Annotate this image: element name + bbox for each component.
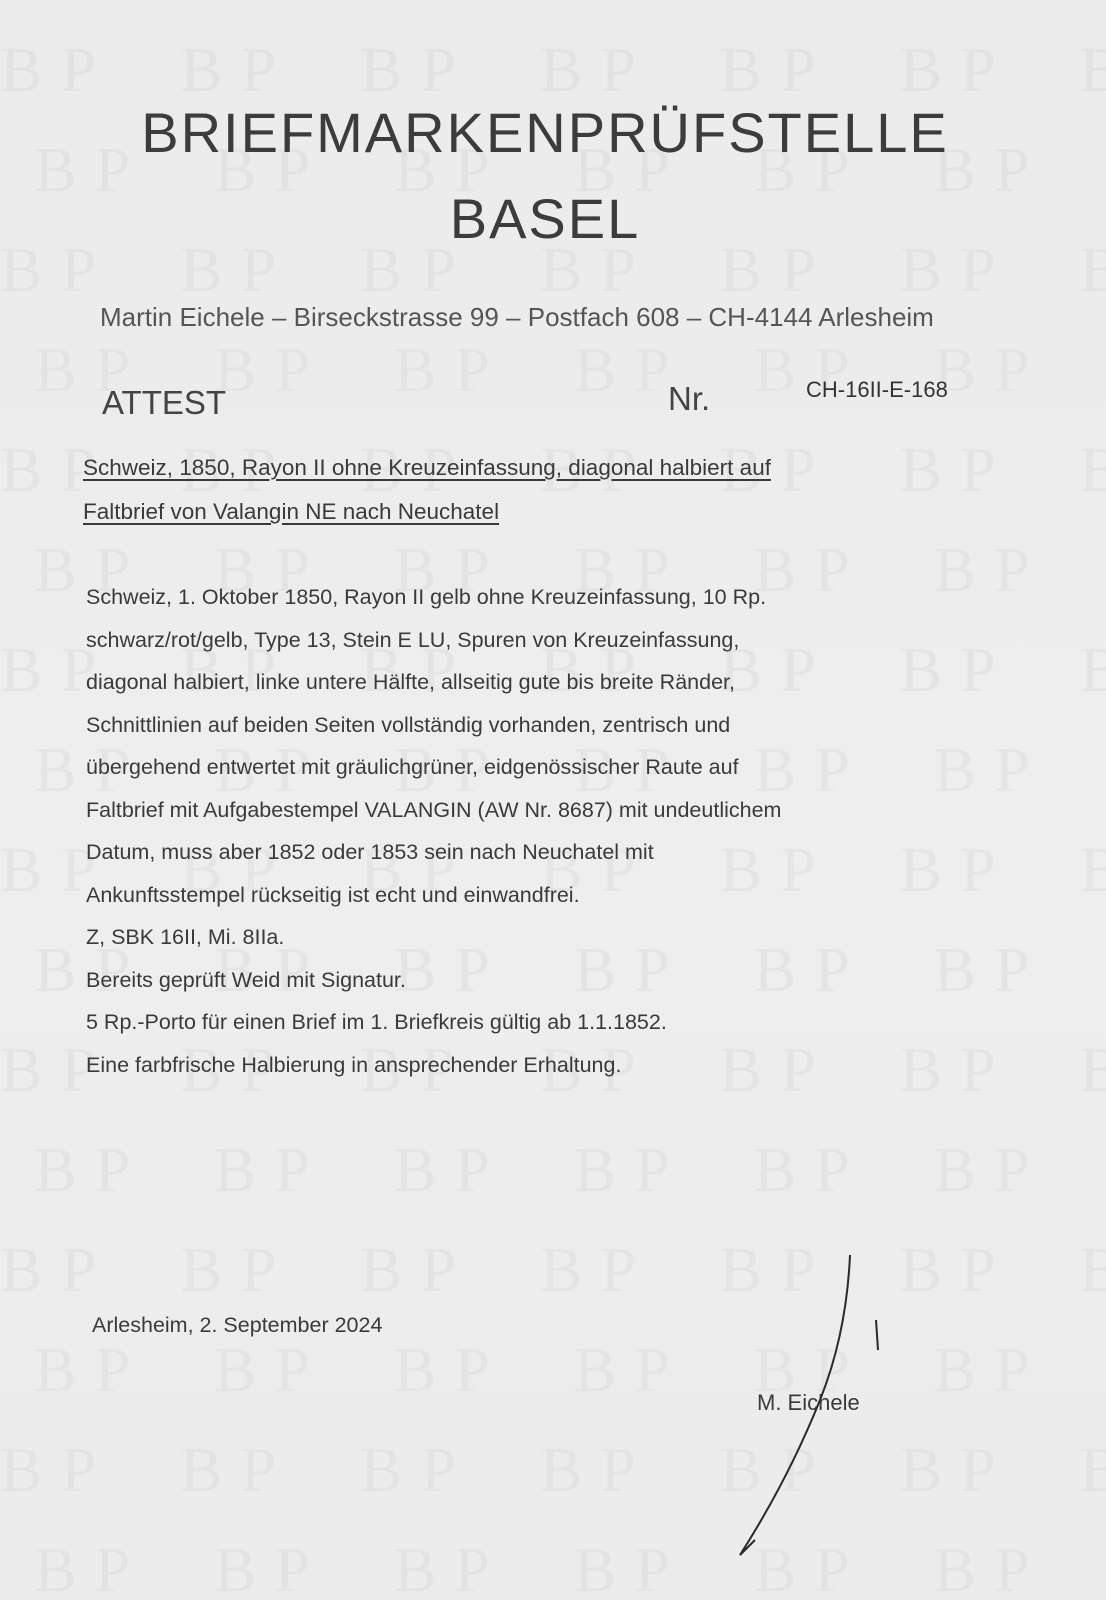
body-line: übergehend entwertet mit gräulichgrüner, eidgenössischer Raute auf: [86, 755, 739, 779]
body-line: Datum, muss aber 1852 oder 1853 sein nach Neuchatel mit: [86, 840, 654, 864]
signatory-name: M. Eichele: [757, 1390, 860, 1415]
body-line: Z, SBK 16II, Mi. 8IIa.: [86, 925, 285, 949]
body-line: 5 Rp.-Porto für einen Brief im 1. Briefkreis gültig ab 1.1.1852.: [86, 1010, 667, 1034]
place-and-date: Arlesheim, 2. September 2024: [92, 1313, 383, 1337]
handwritten-signature: [700, 1240, 900, 1570]
body-line: schwarz/rot/gelb, Type 13, Stein E LU, Spuren von Kreuzeinfassung,: [86, 627, 740, 652]
certificate-number: CH-16II-E-168: [806, 377, 948, 402]
subject-heading: [83, 446, 771, 534]
body-line: Faltbrief mit Aufgabestempel VALANGIN (AW Nr. 8687) mit undeutlichem: [86, 797, 782, 822]
number-label: Nr.: [668, 380, 711, 417]
attest-label: ATTEST: [102, 384, 227, 421]
body-line: diagonal halbiert, linke untere Hälfte, allseitig gute bis breite Ränder,: [86, 670, 735, 694]
body-line: Ankunftsstempel rückseitig ist echt und einwandfrei.: [86, 882, 580, 907]
letterhead-address: Martin Eichele – Birseckstrasse 99 – Postfach 608 – CH-4144 Arlesheim: [100, 302, 934, 332]
letterhead-city: BASEL: [449, 187, 641, 250]
subject-line: Faltbrief von Valangin NE nach Neuchatel: [83, 499, 500, 524]
description-body: [86, 576, 781, 1086]
letterhead-title: BRIEFMARKENPRÜFSTELLE: [141, 101, 949, 164]
body-line: Schweiz, 1. Oktober 1850, Rayon II gelb ohne Kreuzeinfassung, 10 Rp.: [86, 585, 767, 609]
subject-line: Schweiz, 1850, Rayon II ohne Kreuzeinfassung, diagonal halbiert auf: [83, 455, 771, 480]
body-line: Schnittlinien auf beiden Seiten vollständig vorhanden, zentrisch und: [86, 712, 731, 737]
body-line: Bereits geprüft Weid mit Signatur.: [86, 967, 406, 992]
body-line: Eine farbfrische Halbierung in ansprechender Erhaltung.: [86, 1052, 622, 1077]
